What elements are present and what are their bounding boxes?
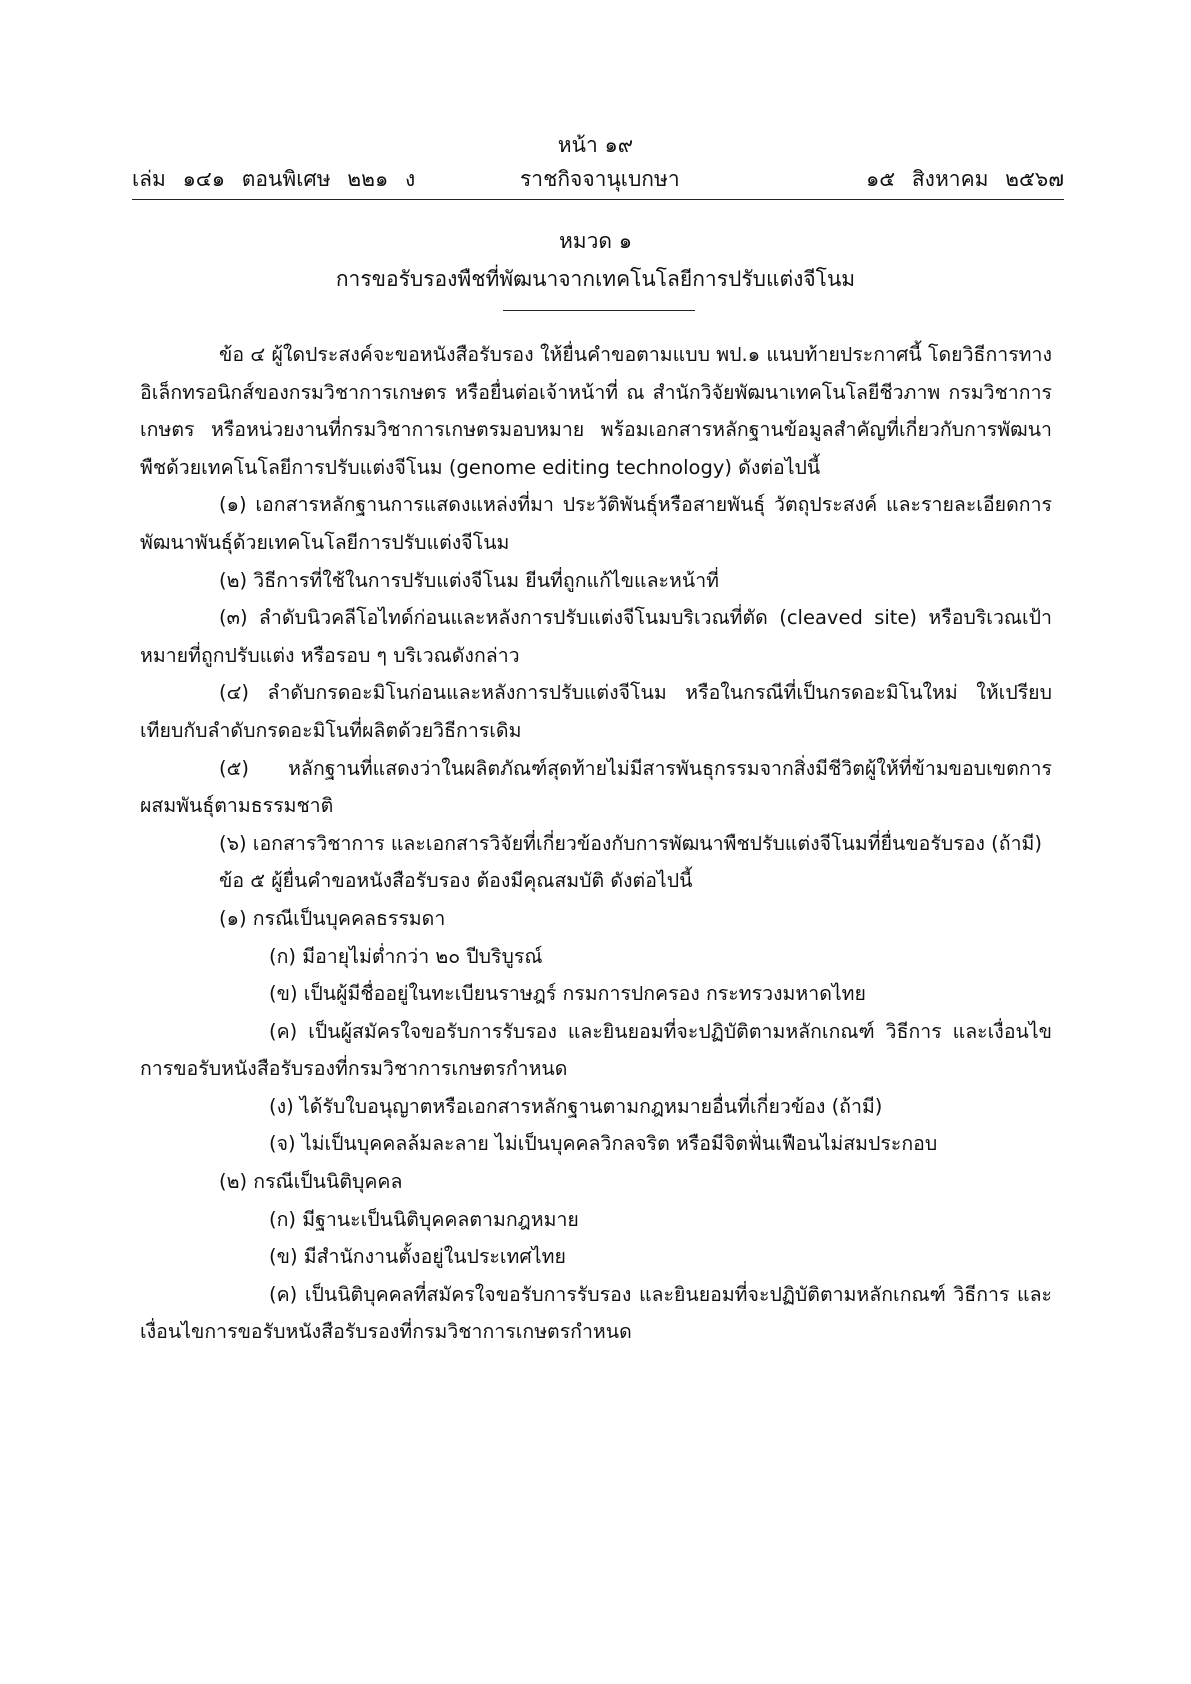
clause-4-item-2: (๒) วิธีการที่ใช้ในการปรับแต่งจีโนม ยีนที่ถูกแก้ไขและหน้าที่ (219, 568, 720, 592)
clause-5-item-2: (๒) กรณีเป็นนิติบุคคล (219, 1170, 403, 1194)
clause-5-item-1: (๑) กรณีเป็นบุคคลธรรมดา (219, 906, 446, 930)
clause-4-item-6: (๖) เอกสารวิชาการ และเอกสารวิจัยที่เกี่ยวข้องกับการพัฒนาพืชปรับแต่งจีโนมที่ยื่นขอรับรอง (ถ้ามี) (219, 831, 1042, 855)
clause-4: ข้อ ๔ ผู้ใดประสงค์จะขอหนังสือรับรอง ให้ยื่นคำขอตามแบบ พป.๑ แนบท้ายประกาศนี้ โดยวิธีการทางอิเล็กทรอนิกส์ของกรมวิชาการเกษตร หรือยื่นต่อเจ้าหน้าที่ ณ สำนักวิจัยพัฒนาเทคโนโลยีชีวภาพ กรมวิชาการเกษตร หรือหน่วยงานที่กรมวิชาการเกษตรมอบหมาย พร้อมเอกสารหลักฐานข้อมูลสำคัญที่เกี่ยวกับการพัฒนาพืชด้วยเทคโนโลยีการปรับแต่งจีโนม (genome editing technology) ดังต่อไปนี้ (140, 343, 1052, 479)
clause-4-item-5: (๕) หลักฐานที่แสดงว่าในผลิตภัณฑ์สุดท้ายไม่มีสารพันธุกรรมจากสิ่งมีชีวิตผู้ให้ที่ข้ามขอบเขตการผสมพันธุ์ตามธรรมชาติ (140, 756, 1052, 818)
clause-5-item-1-d: (ง) ได้รับใบอนุญาตหรือเอกสารหลักฐานตามกฎหมายอื่นที่เกี่ยวข้อง (ถ้ามี) (269, 1094, 883, 1118)
clause-5-item-2-a: (ก) มีฐานะเป็นนิติบุคคลตามกฎหมาย (269, 1207, 579, 1231)
clause-5-item-1-b: (ข) เป็นผู้มีชื่ออยู่ในทะเบียนราษฎร์ กรมการปกครอง กระทรวงมหาดไทย (269, 982, 866, 1006)
clause-5-item-1-c: (ค) เป็นผู้สมัครใจขอรับการรับรอง และยินยอมที่จะปฏิบัติตามหลักเกณฑ์ วิธีการ และเงื่อนไขการขอรับหนังสือรับรองที่กรมวิชาการเกษตรกำหนด (140, 1019, 1052, 1081)
document-body (140, 336, 1052, 1351)
volume-issue: เล่ม ๑๔๑ ตอนพิเศษ ๒๒๑ ง (132, 167, 416, 191)
clause-5-item-1-a: (ก) มีอายุไม่ต่ำกว่า ๒๐ ปีบริบูรณ์ (269, 944, 543, 968)
clause-5-item-2-b: (ข) มีสำนักงานตั้งอยู่ในประเทศไทย (269, 1245, 566, 1269)
clause-5-item-2-c: (ค) เป็นนิติบุคคลที่สมัครใจขอรับการรับรอง และยินยอมที่จะปฏิบัติตามหลักเกณฑ์ วิธีการ และเงื่อนไขการขอรับหนังสือรับรองที่กรมวิชาการเกษตรกำหนด (140, 1282, 1052, 1344)
clause-5: ข้อ ๕ ผู้ยื่นคำขอหนังสือรับรอง ต้องมีคุณสมบัติ ดังต่อไปนี้ (219, 869, 693, 893)
chapter-title: การขอรับรองพืชที่พัฒนาจากเทคโนโลยีการปรับแต่งจีโนม (335, 267, 856, 291)
clause-4-item-4: (๔) ลำดับกรดอะมิโนก่อนและหลังการปรับแต่งจีโนม หรือในกรณีที่เป็นกรดอะมิโนใหม่ ให้เปรียบเทียบกับลำดับกรดอะมิโนที่ผลิตด้วยวิธีการเดิม (140, 681, 1052, 742)
publication-name: ราชกิจจานุเบกษา (520, 167, 680, 191)
publication-date: ๑๕ สิงหาคม ๒๕๖๗ (865, 167, 1064, 191)
title-underline (503, 310, 695, 311)
chapter-number: หมวด ๑ (558, 229, 633, 253)
clause-5-item-1-e: (จ) ไม่เป็นบุคคลล้มละลาย ไม่เป็นบุคคลวิกลจริต หรือมีจิตฟั่นเฟือนไม่สมประกอบ (269, 1132, 938, 1156)
page-number: หน้า ๑๙ (557, 133, 634, 157)
running-header (132, 164, 1064, 196)
clause-4-item-3: (๓) ลำดับนิวคลีโอไทด์ก่อนและหลังการปรับแต่งจีโนมบริเวณที่ตัด (cleaved site) หรือบริเวณเป้าหมายที่ถูกปรับแต่ง หรือรอบ ๆ บริเวณดังกล่าว (140, 606, 1052, 667)
clause-4-item-1: (๑) เอกสารหลักฐานการแสดงแหล่งที่มา ประวัติพันธุ์หรือสายพันธุ์ วัตถุประสงค์ และรายละเอียดการพัฒนาพันธุ์ด้วยเทคโนโลยีการปรับแต่งจีโนม (140, 493, 1052, 554)
header-divider (132, 199, 1064, 200)
